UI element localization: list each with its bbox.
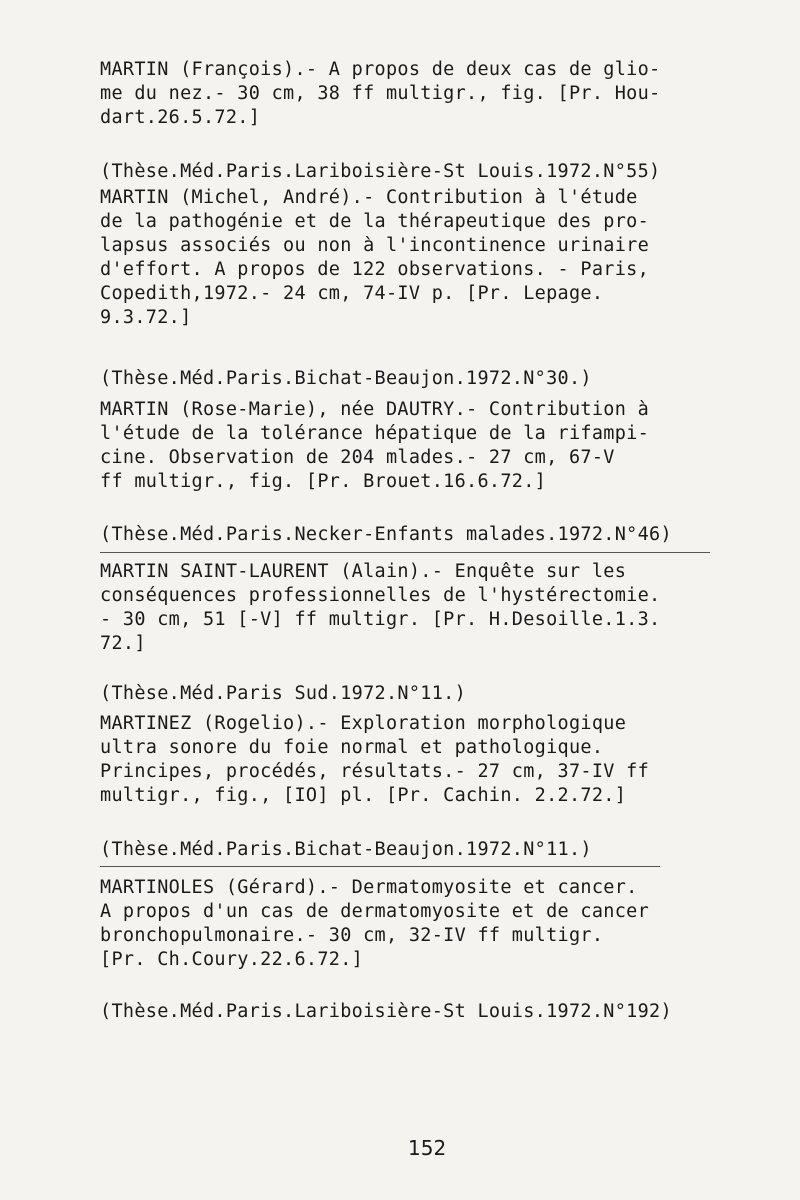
entry-line: 72.] xyxy=(100,633,146,654)
entry-line: d'effort. A propos de 122 observations. - Paris, xyxy=(100,259,650,280)
entry-line: Principes, procédés, résultats.- 27 cm, 37-IV ff xyxy=(100,761,650,782)
thesis-reference: (Thèse.Méd.Paris.Lariboisière-St Louis.1972.N°55) xyxy=(100,161,661,182)
entry-line: 9.3.72.] xyxy=(100,307,192,328)
thesis-reference: (Thèse.Méd.Paris.Bichat-Beaujon.1972.N°11.) xyxy=(100,839,592,860)
entry-line: - 30 cm, 51 [-V] ff multigr. [Pr. H.Desoille.1.3. xyxy=(100,609,661,630)
entry-line: Copedith,1972.- 24 cm, 74-IV p. [Pr. Lepage. xyxy=(100,283,604,304)
entry-line: multigr., fig., [IO] pl. [Pr. Cachin. 2.2.72.] xyxy=(100,785,627,806)
separator-rule xyxy=(100,552,710,553)
page-number: 152 xyxy=(408,1136,447,1160)
entry-line: me du nez.- 30 cm, 38 ff multigr., fig. [Pr. Hou- xyxy=(100,83,661,104)
thesis-reference: (Thèse.Méd.Paris Sud.1972.N°11.) xyxy=(100,683,467,704)
entry-line: bronchopulmonaire.- 30 cm, 32-IV ff multigr. xyxy=(100,925,604,946)
entry-line: MARTIN (Michel, André).- Contribution à l'étude xyxy=(100,187,638,208)
entry-line: dart.26.5.72.] xyxy=(100,107,261,128)
entry-line: lapsus associés ou non à l'incontinence urinaire xyxy=(100,235,650,256)
entry-line: ultra sonore du foie normal et pathologique. xyxy=(100,737,604,758)
entry-line: cine. Observation de 204 mlades.- 27 cm, 67-V xyxy=(100,447,615,468)
entry-line: de la pathogénie et de la thérapeutique des pro- xyxy=(100,211,650,232)
entry-line: A propos d'un cas de dermatomyosite et de cancer xyxy=(100,901,650,922)
entry-line: conséquences professionnelles de l'hystérectomie. xyxy=(100,585,661,606)
entry-line: MARTIN (François).- A propos de deux cas de glio- xyxy=(100,59,661,80)
bibliography-entry xyxy=(100,560,710,656)
thesis-reference: (Thèse.Méd.Paris.Bichat-Beaujon.1972.N°30.) xyxy=(100,368,592,389)
entry-line: ff multigr., fig. [Pr. Brouet.16.6.72.] xyxy=(100,471,547,492)
entry-line: MARTINOLES (Gérard).- Dermatomyosite et cancer. xyxy=(100,877,638,898)
bibliography-entry xyxy=(100,58,710,130)
bibliography-entry xyxy=(100,712,710,808)
bibliography-entry xyxy=(100,876,710,972)
bibliography-entry xyxy=(100,398,710,494)
entry-line: l'étude de la tolérance hépatique de la rifampi- xyxy=(100,423,650,444)
separator-rule xyxy=(100,866,660,867)
thesis-reference: (Thèse.Méd.Paris.Necker-Enfants malades.1972.N°46) xyxy=(100,524,672,545)
thesis-reference: (Thèse.Méd.Paris.Lariboisière-St Louis.1972.N°192) xyxy=(100,1001,672,1022)
entry-line: MARTINEZ (Rogelio).- Exploration morphologique xyxy=(100,713,627,734)
entry-line: [Pr. Ch.Coury.22.6.72.] xyxy=(100,949,364,970)
entry-line: MARTIN (Rose-Marie), née DAUTRY.- Contribution à xyxy=(100,399,650,420)
bibliography-entry xyxy=(100,186,710,330)
entry-line: MARTIN SAINT-LAURENT (Alain).- Enquête sur les xyxy=(100,561,627,582)
